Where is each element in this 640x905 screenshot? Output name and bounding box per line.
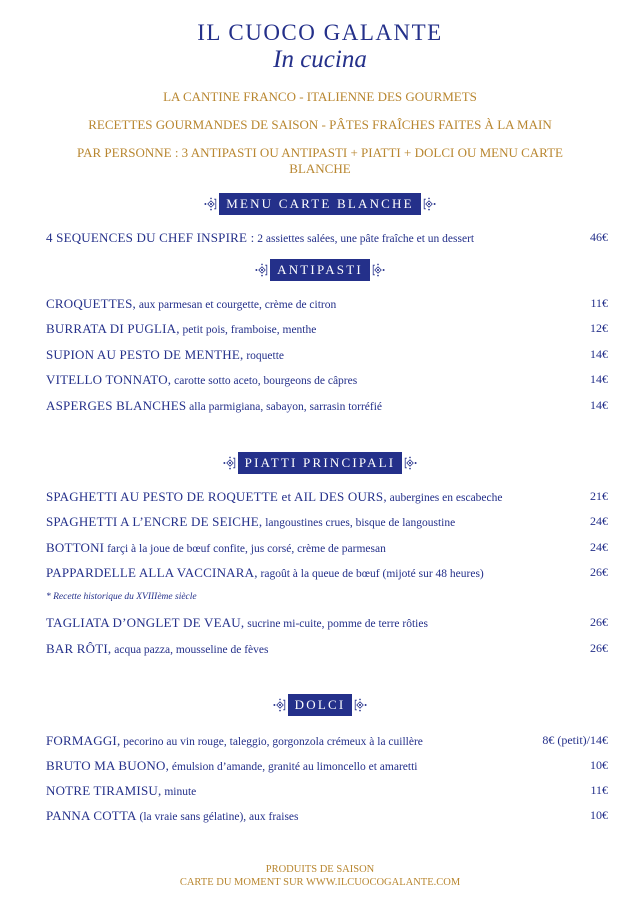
item-desc: aubergines en escabeche (386, 492, 503, 504)
item-name: PANNA COTTA (46, 808, 137, 823)
item-price: 11€ (590, 783, 608, 797)
restaurant-title: IL CUOCO GALANTE (197, 20, 443, 45)
item-name: BAR RÔTI, (46, 641, 112, 656)
item-desc: (la vraie sans gélatine), aux fraises (136, 811, 299, 823)
item-price: 26€ (590, 615, 608, 629)
item-desc: pecorino au vin rouge, taleggio, gorgonzola crémeux à la cuillère (120, 736, 423, 748)
footer-seasonal: PRODUITS DE SAISON (265, 864, 375, 875)
ornament-right-icon (402, 453, 418, 473)
menu-item (46, 615, 608, 633)
ornament-left-icon (203, 194, 219, 214)
item-name: 4 SEQUENCES DU CHEF INSPIRE : (46, 230, 255, 245)
item-name: BURRATA DI PUGLIA, (46, 321, 180, 336)
item-price: 24€ (590, 540, 608, 554)
ornament-left-icon (254, 260, 270, 280)
item-name: CROQUETTES, (46, 296, 136, 311)
menu-item (46, 398, 608, 416)
item-price: 14€ (590, 372, 608, 386)
menu-item (46, 514, 608, 532)
recipes-line: RECETTES GOURMANDES DE SAISON - PÂTES FRAÎCHES FAITES À LA MAIN (88, 117, 552, 132)
item-desc: acqua pazza, mousseline de fèves (111, 644, 269, 656)
menu-item (46, 540, 608, 558)
item-desc: alla parmigiana, sabayon, sarrasin torréfié (186, 401, 383, 413)
item-price: 10€ (590, 808, 608, 822)
menu-item (46, 372, 608, 390)
section-banner-carte (0, 192, 640, 216)
item-desc: minute (161, 786, 197, 798)
item-desc: ragoût à la queue de bœuf (mijoté sur 48 heures) (257, 568, 484, 580)
item-desc: émulsion d’amande, granité au limoncello et amaretti (169, 761, 418, 773)
item-name: FORMAGGI, (46, 733, 121, 748)
item-price: 24€ (590, 514, 608, 528)
section-banner-dolci (0, 693, 640, 717)
item-name: SUPION AU PESTO DE MENTHE, (46, 347, 244, 362)
item-price: 14€ (590, 347, 608, 361)
item-desc: petit pois, framboise, menthe (179, 324, 317, 336)
item-desc: sucrine mi-cuite, pomme de terre rôties (244, 618, 428, 630)
section-title-piatti: PIATTI PRINCIPALI (238, 452, 403, 474)
ornament-left-icon (222, 453, 238, 473)
menu-item (46, 783, 608, 801)
per-person-line: PAR PERSONNE : 3 ANTIPASTI OU ANTIPASTI + PIATTI + DOLCI OU MENU CARTE BLANCHE (77, 145, 563, 176)
item-price: 46€ (590, 230, 608, 244)
item-price: 12€ (590, 321, 608, 335)
section-title-antipasti: ANTIPASTI (270, 259, 370, 281)
section-banner-antipasti (0, 258, 640, 282)
item-name: SPAGHETTI A L’ENCRE DE SEICHE, (46, 514, 263, 529)
menu-item (46, 230, 608, 248)
menu-item (46, 733, 608, 751)
menu-item (46, 641, 608, 659)
menu-item (46, 321, 608, 339)
item-price: 26€ (590, 641, 608, 655)
item-name: ASPERGES BLANCHES (46, 398, 187, 413)
item-price: 26€ (590, 565, 608, 579)
item-price: 21€ (590, 489, 608, 503)
item-name: SPAGHETTI AU PESTO DE ROQUETTE et AIL DES OURS, (46, 489, 387, 504)
menu-item (46, 808, 608, 826)
section-banner-piatti (0, 451, 640, 475)
menu-item (46, 296, 608, 314)
section-title-dolci: DOLCI (288, 694, 353, 716)
menu-item (46, 758, 608, 776)
ornament-right-icon (370, 260, 386, 280)
item-desc: carotte sotto aceto, bourgeons de câpres (171, 375, 358, 387)
historic-recipe-note: * Recette historique du XVIIIème siècle (46, 592, 197, 602)
item-desc: langoustines crues, bisque de langoustine (262, 517, 456, 529)
item-price: 11€ (590, 296, 608, 310)
item-price: 8€ (petit)/14€ (542, 733, 608, 747)
item-desc: aux parmesan et courgette, crème de citron (135, 299, 337, 311)
item-price: 14€ (590, 398, 608, 412)
ornament-right-icon (421, 194, 437, 214)
item-name: TAGLIATA D’ONGLET DE VEAU, (46, 615, 245, 630)
menu-item (46, 565, 608, 583)
item-name: BOTTONI (46, 540, 105, 555)
menu-item (46, 347, 608, 365)
item-name: PAPPARDELLE ALLA VACCINARA, (46, 565, 258, 580)
item-price: 10€ (590, 758, 608, 772)
ornament-left-icon (272, 695, 288, 715)
item-desc: farçi à la joue de bœuf confite, jus corsé, crème de parmesan (104, 543, 386, 555)
restaurant-subtitle: In cucina (273, 46, 367, 73)
menu-item (46, 489, 608, 507)
item-desc: 2 assiettes salées, une pâte fraîche et un dessert (254, 233, 475, 245)
tagline: LA CANTINE FRANCO - ITALIENNE DES GOURMETS (163, 89, 477, 104)
ornament-right-icon (352, 695, 368, 715)
item-desc: roquette (243, 350, 285, 362)
footer-website: CARTE DU MOMENT SUR WWW.ILCUOCOGALANTE.COM (179, 877, 461, 888)
section-title-carte: MENU CARTE BLANCHE (219, 193, 421, 215)
item-name: BRUTO MA BUONO, (46, 758, 170, 773)
item-name: NOTRE TIRAMISU, (46, 783, 162, 798)
item-name: VITELLO TONNATO, (46, 372, 172, 387)
